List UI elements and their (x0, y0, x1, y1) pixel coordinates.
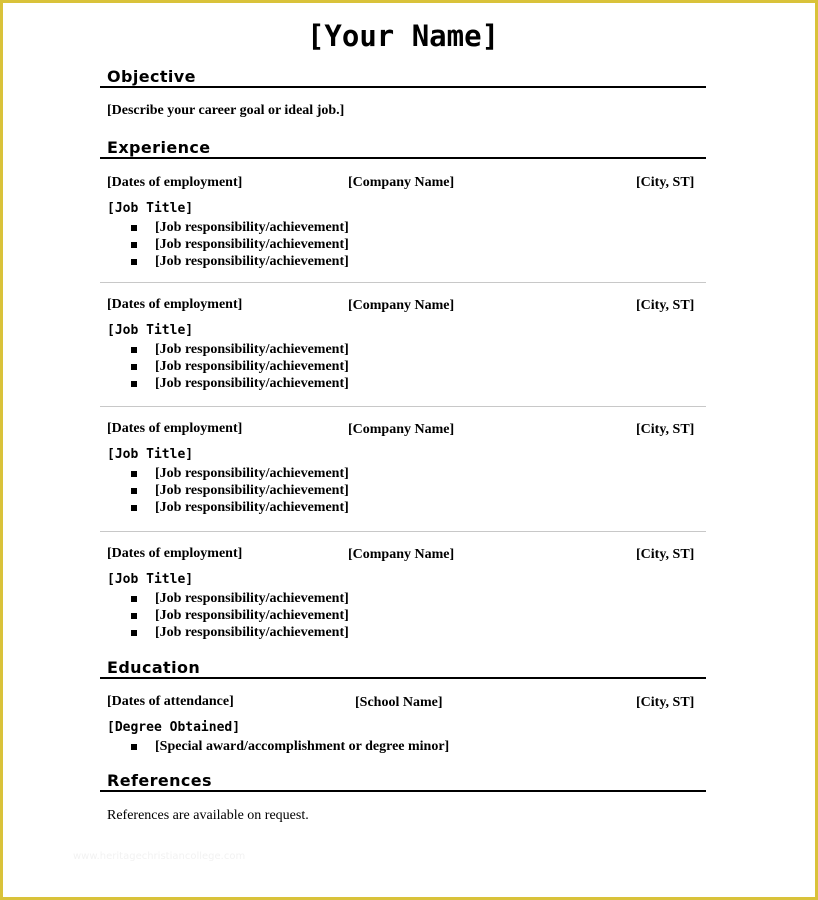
job-bullet: [Job responsibility/achievement] (155, 625, 349, 640)
bullet-icon (131, 225, 137, 231)
bullet-icon (131, 596, 137, 602)
bullet-icon (131, 630, 137, 636)
education-city: [City, ST] (636, 695, 695, 710)
job-bullet: [Job responsibility/achievement] (155, 608, 349, 623)
bullet-icon (131, 471, 137, 477)
references-heading: References (100, 772, 706, 792)
job-city: [City, ST] (636, 547, 695, 562)
references-text: References are available on request. (107, 808, 309, 823)
job-bullet: [Job responsibility/achievement] (155, 376, 349, 391)
objective-heading: Objective (100, 68, 706, 88)
job-bullet: [Job responsibility/achievement] (155, 591, 349, 606)
job-company: [Company Name] (348, 298, 455, 313)
job-bullet: [Job responsibility/achievement] (155, 466, 349, 481)
bullet-icon (131, 259, 137, 265)
education-heading: Education (100, 659, 706, 679)
job-bullet: [Job responsibility/achievement] (155, 237, 349, 252)
job-dates: [Dates of employment] (107, 297, 243, 312)
bullet-icon (131, 381, 137, 387)
bullet-icon (131, 347, 137, 353)
job-title: [Job Title] (107, 201, 194, 216)
bullet-icon (131, 505, 137, 511)
bullet-icon (131, 242, 137, 248)
job-bullet: [Job responsibility/achievement] (155, 483, 349, 498)
resume-name: [Your Name] (306, 19, 500, 53)
education-bullet: [Special award/accomplishment or degree minor] (155, 739, 450, 754)
bullet-icon (131, 488, 137, 494)
job-bullet: [Job responsibility/achievement] (155, 500, 349, 515)
job-separator (100, 282, 706, 283)
bullet-icon (131, 613, 137, 619)
job-bullet: [Job responsibility/achievement] (155, 220, 349, 235)
job-bullet: [Job responsibility/achievement] (155, 342, 349, 357)
education-degree: [Degree Obtained] (107, 720, 241, 735)
bullet-icon (131, 744, 137, 750)
job-company: [Company Name] (348, 422, 455, 437)
job-bullet: [Job responsibility/achievement] (155, 254, 349, 269)
job-company: [Company Name] (348, 175, 455, 190)
job-dates: [Dates of employment] (107, 175, 243, 190)
job-title: [Job Title] (107, 572, 194, 587)
job-dates: [Dates of employment] (107, 421, 243, 436)
job-separator (100, 531, 706, 532)
job-bullet: [Job responsibility/achievement] (155, 359, 349, 374)
objective-text: [Describe your career goal or ideal job.] (107, 103, 345, 118)
job-title: [Job Title] (107, 447, 194, 462)
job-city: [City, ST] (636, 298, 695, 313)
job-city: [City, ST] (636, 175, 695, 190)
job-title: [Job Title] (107, 323, 194, 338)
job-company: [Company Name] (348, 547, 455, 562)
job-city: [City, ST] (636, 422, 695, 437)
experience-heading: Experience (100, 139, 706, 159)
bullet-icon (131, 364, 137, 370)
job-dates: [Dates of employment] (107, 546, 243, 561)
education-dates: [Dates of attendance] (107, 694, 234, 709)
job-separator (100, 406, 706, 407)
watermark-text: www.heritagechristiancollege.com (73, 851, 246, 862)
education-school: [School Name] (355, 695, 443, 710)
